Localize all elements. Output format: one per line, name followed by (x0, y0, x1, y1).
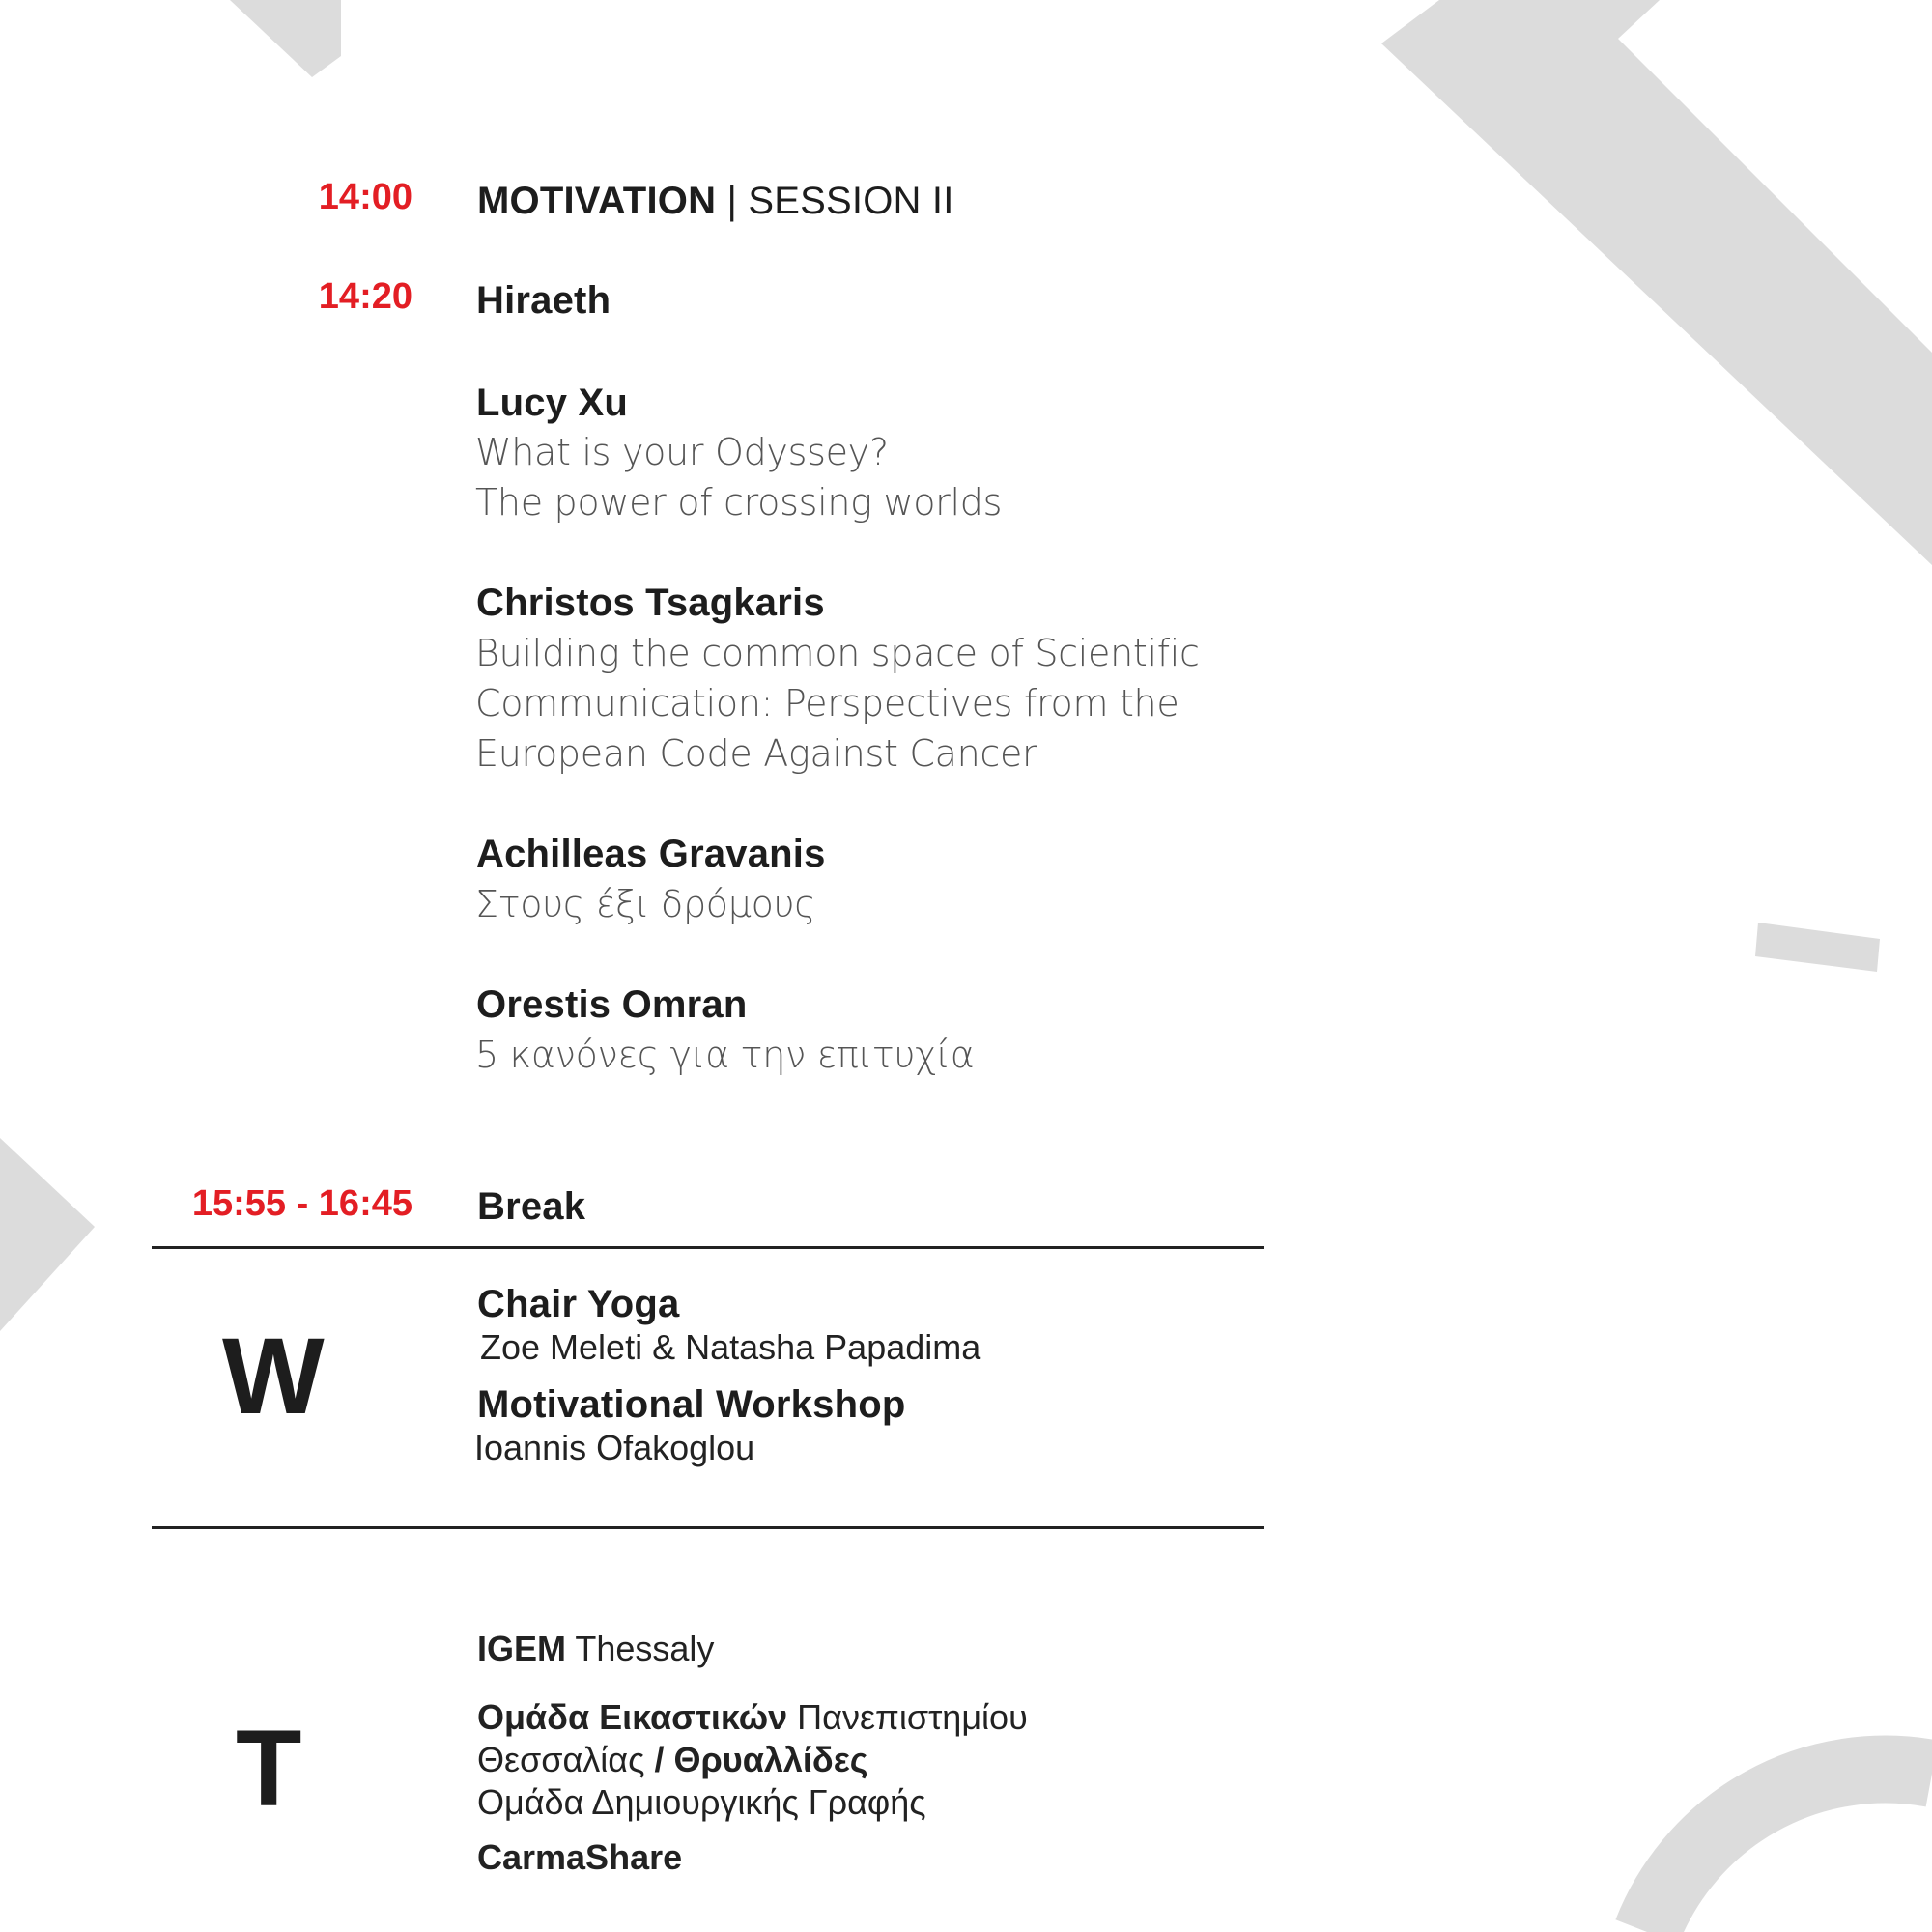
talk-title-line: Building the common space of Scientific (475, 632, 1200, 674)
team-igem-bold: IGEM (477, 1629, 567, 1668)
session-title (477, 180, 954, 223)
team-carmashare: CarmaShare (477, 1837, 683, 1877)
speaker-name: Lucy Xu (476, 382, 628, 424)
divider (152, 1246, 1264, 1249)
team-art-rest: Πανεπιστημίου (787, 1697, 1028, 1737)
divider (152, 1526, 1264, 1529)
right-dash-shape (1755, 923, 1880, 972)
team-art-line2-bold: / Θρυαλλίδες (654, 1740, 868, 1779)
team-art-line: Ομάδα Δημιουργικής Γραφής (477, 1782, 926, 1822)
workshops-letter: W (222, 1316, 325, 1436)
team-igem (477, 1629, 714, 1669)
team-art-bold: Ομάδα Εικαστικών (477, 1697, 788, 1737)
team-igem-rest: Thessaly (566, 1629, 715, 1668)
speaker-name: Achilleas Gravanis (476, 833, 826, 875)
workshop-title: Chair Yoga (477, 1283, 680, 1325)
session-title-bold: MOTIVATION (477, 180, 717, 222)
schedule-time: 14:00 (318, 177, 412, 217)
top-right-chevron-shape (1381, 0, 1932, 565)
session-title: Hiraeth (476, 279, 611, 322)
break-title: Break (477, 1185, 586, 1228)
session-title-rest: | SESSION II (716, 180, 954, 222)
left-arrow-shape (0, 1138, 95, 1331)
talk-title-line: What is your Odyssey? (475, 431, 889, 473)
talk-title-line: The power of crossing worlds (475, 481, 1003, 524)
break-time: 15:55 - 16:45 (191, 1183, 412, 1224)
talk-title (475, 427, 1002, 527)
team-art-line (477, 1739, 1028, 1781)
top-left-stripe-shape (230, 0, 341, 77)
schedule-time: 14:20 (318, 276, 412, 317)
team-art-line2-rest: Θεσσαλίας (477, 1740, 655, 1779)
bottom-right-arc-shape (1647, 1770, 1932, 1932)
speaker-name: Christos Tsagkaris (476, 582, 825, 624)
talk-title-line: Στους έξι δρόμους (475, 883, 816, 925)
talk-title (475, 1030, 975, 1080)
team-art (477, 1696, 1028, 1824)
talk-title (475, 879, 815, 929)
workshop-title: Motivational Workshop (477, 1383, 906, 1426)
team-art-line (477, 1696, 1028, 1739)
talk-title-line: Communication: Perspectives from the (475, 682, 1179, 724)
workshop-host: Ioannis Ofakoglou (474, 1428, 755, 1467)
talk-title-line: 5 κανόνες για την επιτυχία (475, 1034, 975, 1076)
talk-title (475, 628, 1200, 779)
talk-title-line: European Code Against Cancer (475, 732, 1037, 775)
speaker-name: Orestis Omran (476, 983, 748, 1026)
teams-letter: T (236, 1708, 302, 1829)
workshop-host: Zoe Meleti & Natasha Papadima (480, 1327, 981, 1367)
